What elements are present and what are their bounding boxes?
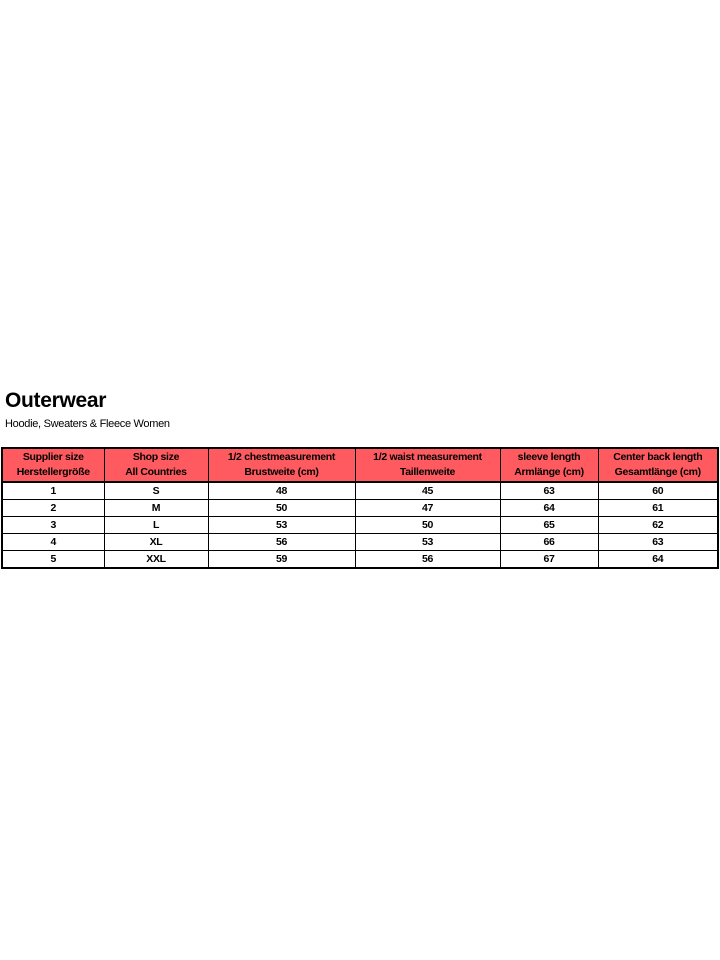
table-cell: 65 [500,517,598,534]
table-cell: 4 [2,534,104,551]
table-cell: 3 [2,517,104,534]
table-cell: 53 [208,517,355,534]
table-cell: M [104,500,208,517]
table-cell: 63 [500,482,598,500]
table-row [2,500,718,517]
header-center-back-length: Center back length Gesamtlänge (cm) [598,448,718,482]
table-cell: 56 [208,534,355,551]
table-cell: 66 [500,534,598,551]
table-header-row [2,448,718,482]
table-cell: 64 [598,551,718,569]
table-cell: 64 [500,500,598,517]
page-subtitle: Hoodie, Sweaters & Fleece Women [5,418,170,430]
table-cell: 50 [355,517,500,534]
page-title: Outerwear [5,389,107,412]
table-cell: 56 [355,551,500,569]
table-row [2,534,718,551]
table-cell: 67 [500,551,598,569]
table-cell: 59 [208,551,355,569]
header-sleeve-length: sleeve length Armlänge (cm) [500,448,598,482]
header-supplier-size: Supplier size Herstellergröße [2,448,104,482]
table-cell: XXL [104,551,208,569]
table-cell: 2 [2,500,104,517]
table-row [2,482,718,500]
table-row [2,517,718,534]
table-cell: L [104,517,208,534]
table-cell: 48 [208,482,355,500]
size-chart-table [1,447,719,569]
table-cell: 53 [355,534,500,551]
table-cell: 45 [355,482,500,500]
header-waist: 1/2 waist measurement Taillenweite [355,448,500,482]
table-cell: 60 [598,482,718,500]
table-row [2,551,718,569]
table-cell: 47 [355,500,500,517]
table-cell: XL [104,534,208,551]
header-shop-size: Shop size All Countries [104,448,208,482]
table-cell: 62 [598,517,718,534]
table-cell: 50 [208,500,355,517]
table-cell: 61 [598,500,718,517]
header-chest: 1/2 chestmeasurement Brustweite (cm) [208,448,355,482]
table-cell: S [104,482,208,500]
table-cell: 63 [598,534,718,551]
table-cell: 5 [2,551,104,569]
table-cell: 1 [2,482,104,500]
